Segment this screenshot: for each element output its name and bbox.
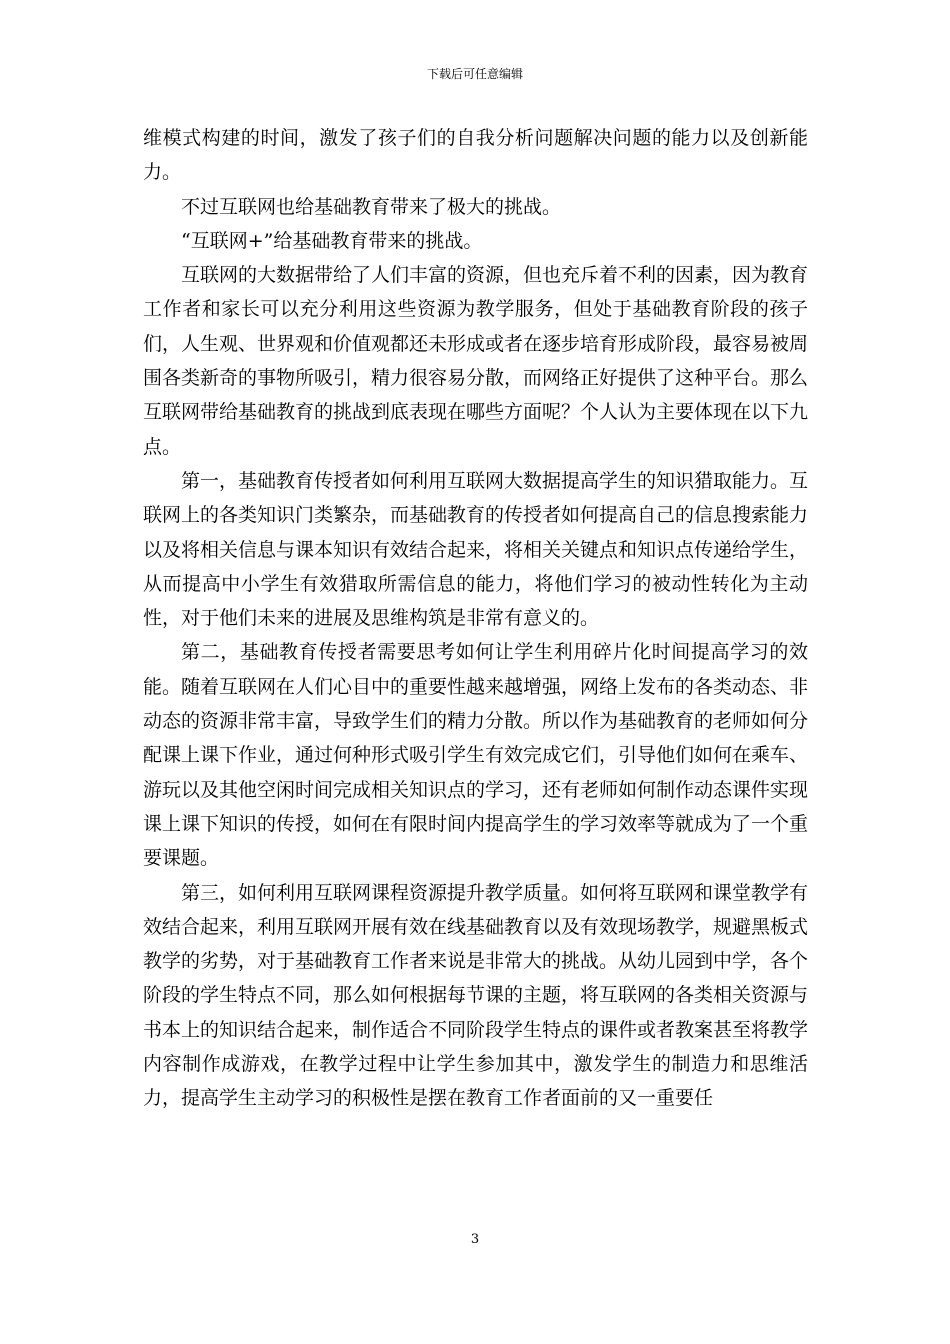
paragraph: 第三，如何利用互联网课程资源提升教学质量。如何将互联网和课堂教学有效结合起来，利用互联网开展有效在线基础教育以及有效现场教学，规避黑板式教学的劣势，对于基础教育工作者来说是非常大的挑战。从幼儿园到中学，各个阶段的学生特点不同，那么如何根据每节课的主题，将互联网的各类相关资源与书本上的知识结合起来，制作适合不同阶段学生特点的课件或者教案甚至将教学内容制作成游戏，在教学过程中让学生参加其中，激发学生的制造力和思维活力，提高学生主动学习的积极性是摆在教育工作者面前的又一重要任 xyxy=(143,881,809,1110)
paragraph: 不过互联网也给基础教育带来了极大的挑战。 xyxy=(181,195,562,218)
paragraph: 互联网的大数据带给了人们丰富的资源，但也充斥着不利的因素，因为教育工作者和家长可以充分利用这些资源为教学服务，但处于基础教育阶段的孩子们，人生观、世界观和价值观都还未形成或者在逐步培育形成阶段，最容易被周围各类新奇的事物所吸引，精力很容易分散，而网络正好提供了这种平台。那么互联网带给基础教育的挑战到底表现在哪些方面呢？个人认为主要体现在以下九点。 xyxy=(143,264,809,458)
paragraph: “互联网+”给基础教育带来的挑战。 xyxy=(181,229,483,252)
paragraph: 第一，基础教育传授者如何利用互联网大数据提高学生的知识猎取能力。互联网上的各类知识门类繁杂，而基础教育的传授者如何提高自己的信息搜索能力以及将相关信息与课本知识有效结合起来，将相关关键点和知识点传递给学生，从而提高中小学生有效猎取所需信息的能力，将他们学习的被动性转化为主动性，对于他们未来的进展及思维构筑是非常有意义的。 xyxy=(143,469,809,630)
page-header: 下载后可任意编辑 xyxy=(426,67,523,81)
body-text xyxy=(143,121,808,1116)
paragraph: 维模式构建的时间，激发了孩子们的自我分析问题解决问题的能力以及创新能力。 xyxy=(143,127,808,184)
page-number: 3 xyxy=(470,1232,480,1247)
paragraph: 第二，基础教育传授者需要思考如何让学生利用碎片化时间提高学习的效能。随着互联网在人们心目中的重要性越来越增强，网络上发布的各类动态、非动态的资源非常丰富，导致学生们的精力分散。所以作为基础教育的老师如何分配课上课下作业，通过何种形式吸引学生有效完成它们，引导他们如何在乘车、游玩以及其他空闲时间完成相关知识点的学习，还有老师如何制作动态课件实现课上课下知识的传授，如何在有限时间内提高学生的学习效率等就成为了一个重要课题。 xyxy=(143,641,809,870)
